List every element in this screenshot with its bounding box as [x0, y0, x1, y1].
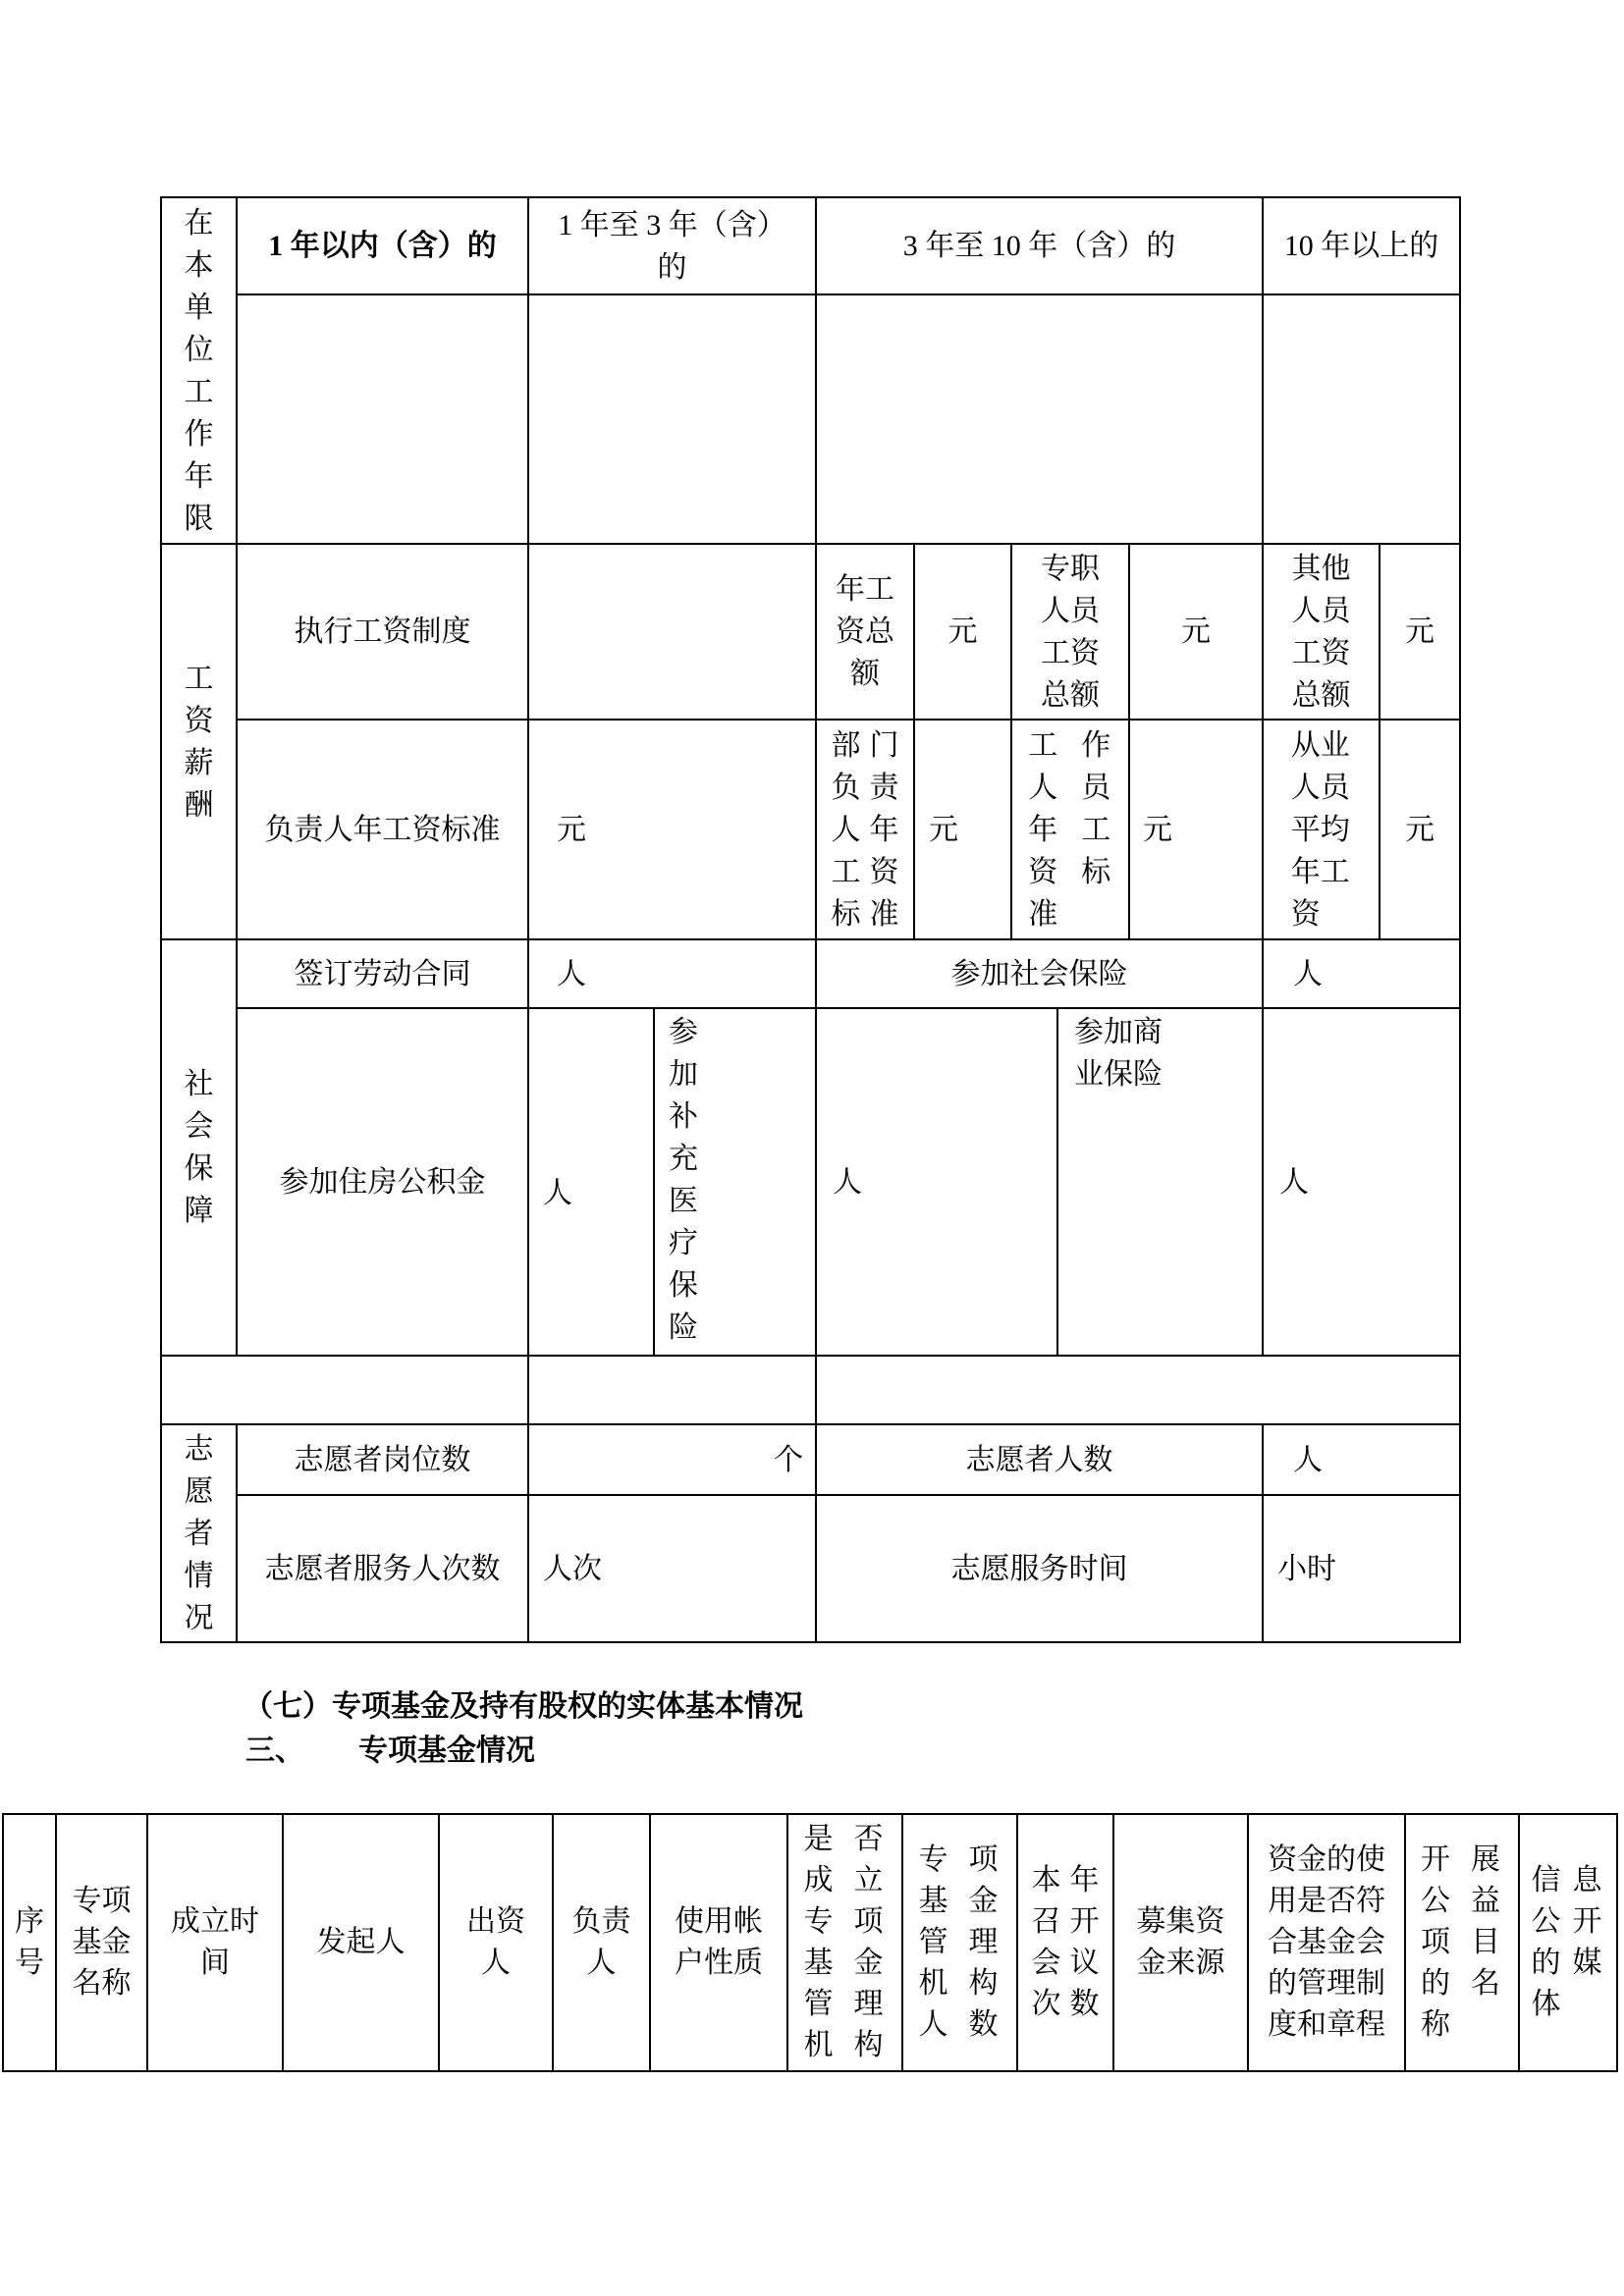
dept-leader-label-cell [815, 719, 915, 940]
fund-header-compliance-text: 资金的使用是否符合基金会的管理制度和章程 [1268, 1843, 1385, 2041]
average-label-cell [1262, 719, 1380, 940]
salary-system-label: 执行工资制度 [294, 615, 471, 648]
leader-standard-unit-cell [527, 719, 817, 940]
work-years-label-cell [160, 196, 238, 545]
volunteer-count-label: 志愿者人数 [965, 1443, 1113, 1476]
salary-label: 工资薪酬 [184, 662, 214, 822]
social-label-cell [160, 938, 238, 1357]
fund-header-disclosure-media-text: 信息公开的媒体 [1531, 1864, 1614, 2020]
insurance-label: 参加社会保险 [950, 957, 1128, 990]
volunteer-count-unit: 人 [1293, 1443, 1323, 1476]
fund-header-serial [2, 1813, 57, 2072]
work-years-header-4 [1262, 196, 1461, 295]
service-hours-unit-cell [1262, 1494, 1461, 1643]
commercial-label: 参加商业保险 [1074, 1016, 1163, 1091]
fund-header-leader-text: 负责人 [571, 1905, 631, 1979]
fund-header-founded-text: 成立时间 [171, 1905, 259, 1979]
service-hours-label-cell [815, 1494, 1264, 1643]
fund-header-management-staff [901, 1813, 1018, 2072]
work-years-header-1 [236, 196, 529, 295]
empty-cell [815, 1355, 1461, 1425]
work-years-header-3-text: 3 年至 10 年（含）的 [902, 230, 1176, 262]
volunteer-count-unit-cell [1262, 1423, 1461, 1496]
fund-header-name-text: 专项基金名称 [72, 1885, 132, 2000]
commercial-unit-cell [1262, 1007, 1461, 1357]
insurance-unit: 人 [1293, 957, 1323, 990]
fund-header-founded [146, 1813, 284, 2072]
fund-header-compliance [1247, 1813, 1406, 2072]
service-times-unit: 人次 [543, 1552, 602, 1585]
medical-unit-cell [815, 1007, 1058, 1357]
staff-standard-unit: 元 [1143, 813, 1172, 846]
other-total-unit-cell [1379, 543, 1461, 721]
housing-fund-unit: 人 [543, 1176, 572, 1209]
work-years-header-3 [815, 196, 1264, 295]
housing-fund-label-cell [236, 1007, 529, 1357]
empty-cell [527, 294, 817, 545]
average-label: 从业人员平均年工资 [1290, 728, 1350, 931]
dept-leader-unit-cell [913, 719, 1012, 940]
staff-standard-label: 工作人员年工资标准 [1028, 728, 1135, 931]
commercial-label-cell [1056, 1007, 1264, 1357]
fund-header-meetings [1016, 1813, 1114, 2072]
staff-standard-unit-cell [1128, 719, 1264, 940]
volunteer-count-label-cell [815, 1423, 1264, 1496]
fulltime-total-label-cell [1010, 543, 1130, 721]
fund-header-investor [438, 1813, 554, 2072]
fulltime-total-label: 专职人员工资总额 [1041, 552, 1100, 712]
contract-unit-cell [527, 938, 817, 1009]
other-total-unit: 元 [1405, 615, 1435, 648]
fund-header-investor-text: 出资人 [466, 1905, 525, 1979]
contract-label: 签订劳动合同 [294, 957, 471, 990]
salary-system-label-cell [236, 543, 529, 721]
fund-header-serial-text: 序号 [15, 1905, 44, 1979]
fund-header-initiator-text: 发起人 [316, 1926, 406, 1958]
salary-label-cell [160, 543, 238, 940]
insurance-label-cell [815, 938, 1264, 1009]
section-heading: （七）专项基金及持有股权的实体基本情况 [244, 1690, 803, 1723]
work-years-header-4-text: 10 年以上的 [1283, 230, 1439, 262]
commercial-unit: 人 [1279, 1165, 1309, 1199]
work-years-header-2 [527, 196, 817, 295]
fund-header-name [55, 1813, 148, 2072]
fulltime-total-unit-cell [1128, 543, 1264, 721]
work-years-header-1-text: 1 年以内（含）的 [268, 230, 497, 262]
volunteer-posts-label-cell [236, 1423, 529, 1496]
annual-total-unit: 元 [947, 615, 978, 648]
other-total-label: 其他人员工资总额 [1291, 552, 1351, 712]
other-total-label-cell [1262, 543, 1380, 721]
service-times-unit-cell [527, 1494, 817, 1643]
contract-label-cell [236, 938, 529, 1009]
leader-standard-label-cell [236, 719, 529, 940]
dept-leader-label: 部门负责人年工资标准 [831, 728, 908, 931]
average-unit-cell [1379, 719, 1461, 940]
volunteer-posts-unit: 个 [774, 1443, 803, 1476]
work-years-header-2-text: 1 年至 3 年（含）的 [558, 208, 786, 284]
leader-standard-label: 负责人年工资标准 [264, 813, 501, 846]
volunteer-label-cell [160, 1423, 238, 1643]
fund-header-leader [552, 1813, 651, 2072]
medical-unit: 人 [833, 1165, 862, 1199]
service-hours-unit: 小时 [1277, 1552, 1336, 1585]
fund-header-meetings-text: 本年召开会议次数 [1031, 1864, 1109, 2020]
fund-header-management-body [786, 1813, 903, 2072]
fund-header-projects [1404, 1813, 1520, 2072]
service-times-label: 志愿者服务人次数 [264, 1552, 501, 1585]
annual-total-label-cell [815, 543, 915, 721]
fund-header-projects-text: 开展公益项目的名称 [1421, 1843, 1521, 2041]
housing-fund-unit-cell [527, 1007, 655, 1357]
empty-cell [236, 294, 529, 545]
empty-cell [527, 543, 817, 721]
fund-header-funding-source [1112, 1813, 1249, 2072]
fund-header-management-body-text: 是否成立专项基金管理机构 [803, 1823, 904, 2061]
leader-standard-unit: 元 [557, 813, 586, 846]
subsection-title: 专项基金情况 [358, 1735, 535, 1767]
fund-header-account-type-text: 使用帐户性质 [675, 1905, 763, 1979]
housing-fund-label: 参加住房公积金 [279, 1165, 486, 1199]
empty-cell [160, 1355, 529, 1425]
work-years-label: 在本单位工作年限 [184, 206, 214, 535]
volunteer-label: 志愿者情况 [184, 1432, 214, 1634]
dept-leader-unit: 元 [929, 813, 958, 846]
empty-cell [815, 294, 1264, 545]
fulltime-total-unit: 元 [1181, 615, 1211, 648]
annual-total-label: 年工资总额 [836, 573, 894, 690]
service-times-label-cell [236, 1494, 529, 1643]
annual-total-unit-cell [913, 543, 1012, 721]
fund-header-management-staff-text: 专项基金管理机构人数 [918, 1843, 1019, 2041]
volunteer-posts-unit-cell [527, 1423, 817, 1496]
fund-header-initiator [282, 1813, 440, 2072]
social-label: 社会保障 [184, 1068, 214, 1227]
fund-header-account-type [649, 1813, 788, 2072]
medical-label-cell [653, 1007, 817, 1357]
subsection-number: 三、 [245, 1735, 304, 1767]
insurance-unit-cell [1262, 938, 1461, 1009]
empty-cell [1262, 294, 1461, 545]
fund-header-disclosure-media [1518, 1813, 1618, 2072]
medical-label: 参加补充医疗保险 [669, 1016, 698, 1344]
average-unit: 元 [1405, 813, 1435, 846]
empty-cell [527, 1355, 817, 1425]
contract-unit: 人 [557, 957, 586, 990]
service-hours-label: 志愿服务时间 [950, 1552, 1128, 1585]
staff-standard-label-cell [1010, 719, 1135, 940]
volunteer-posts-label: 志愿者岗位数 [294, 1443, 471, 1476]
fund-header-funding-source-text: 募集资金来源 [1136, 1905, 1225, 1979]
